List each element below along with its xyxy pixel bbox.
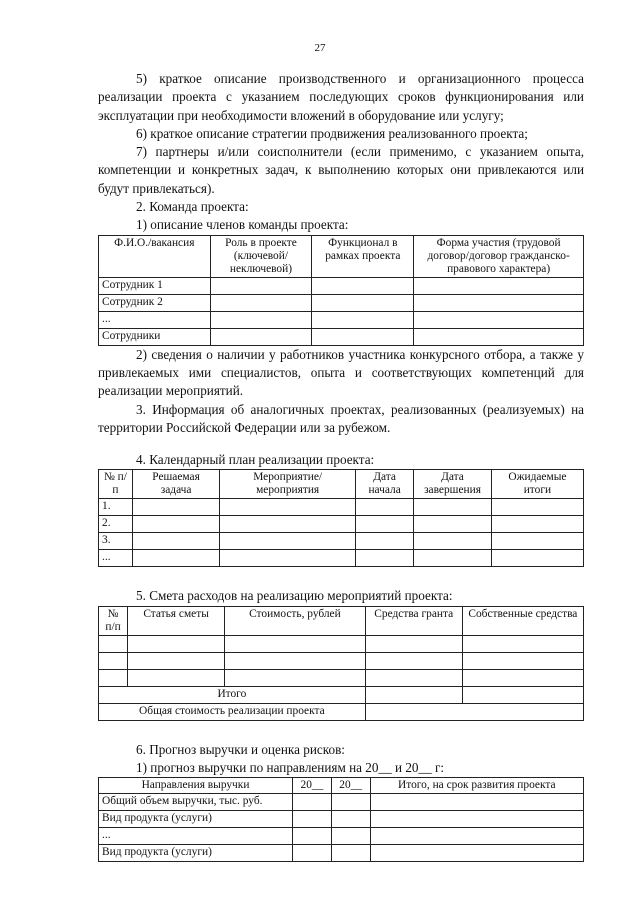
- team-table: [98, 235, 584, 346]
- table-row: [99, 703, 584, 720]
- team-row-label: Сотрудник 1: [99, 277, 211, 294]
- team-members-heading: 1) описание членов команды проекта:: [136, 217, 349, 233]
- revenue-header-direction: Направления выручки: [99, 778, 293, 794]
- table-row: [99, 669, 584, 686]
- revenue-header-total: Итого, на срок развития проекта: [370, 778, 583, 794]
- revenue-table: [98, 777, 584, 862]
- document-body: [98, 70, 584, 862]
- team-row-label: Сотрудники: [99, 328, 211, 345]
- budget-total-label: Итого: [99, 686, 366, 703]
- forecast-subheading: 1) прогноз выручки по направлениям на 20__ и 20__ г:: [136, 760, 445, 776]
- calendar-header-task: Решаемая задача: [132, 470, 219, 499]
- table-row: 2.: [99, 516, 584, 533]
- budget-header-cost: Стоимость, рублей: [225, 606, 366, 635]
- budget-heading: 5. Смета расходов на реализацию мероприятий проекта:: [136, 588, 453, 604]
- table-row: [99, 328, 584, 345]
- revenue-header-year2: 20__: [331, 778, 370, 794]
- calendar-table: [98, 469, 584, 567]
- table-row: [99, 652, 584, 669]
- table-row: [99, 311, 584, 328]
- table-row: ...: [99, 828, 584, 845]
- budget-table: [98, 606, 584, 721]
- team-header-function: Функционал в рамках проекта: [312, 235, 414, 277]
- calendar-header-activity: Мероприятие/ мероприятия: [220, 470, 356, 499]
- forecast-heading: 6. Прогноз выручки и оценка рисков:: [136, 741, 345, 757]
- calendar-header-num: № п/п: [99, 470, 133, 499]
- table-row: Вид продукта (услуги): [99, 845, 584, 862]
- budget-header-item: Статья сметы: [128, 606, 225, 635]
- team-header-role: Роль в проекте (ключевой/ неключевой): [210, 235, 312, 277]
- team-header-form: Форма участия (трудовой договор/договор гражданско-правового характера): [414, 235, 584, 277]
- revenue-header-year1: 20__: [293, 778, 332, 794]
- team-row-label: ...: [99, 311, 211, 328]
- budget-header-grant: Средства гранта: [365, 606, 462, 635]
- paragraph-experience: 2) сведения о наличии у работников участника конкурсного отбора, а также у привлекаемых ими специалистов, опыта и соответствующих компетенций для реализации мероприятий.: [98, 346, 584, 399]
- table-row: [99, 686, 584, 703]
- table-row: Общий объем выручки, тыс. руб.: [99, 794, 584, 811]
- paragraph-7: 7) партнеры и/или соисполнители (если применимо, с указанием опыта, компетенции и конкретных задач, к выполнению которых они привлекаются или будут привлекаться).: [98, 144, 584, 196]
- table-row: [99, 294, 584, 311]
- table-row: 3.: [99, 533, 584, 550]
- table-row: [99, 635, 584, 652]
- paragraph-5: 5) краткое описание производственного и организационного процесса реализации проекта с указанием последующих сроков функционирования или эксплуатации при необходимости вложений в оборудование или услугу;: [98, 71, 584, 123]
- calendar-header-start: Дата начала: [356, 470, 414, 499]
- paragraph-analogues: 3. Информация об аналогичных проектах, реализованных (реализуемых) на территории Российской Федерации или за рубежом.: [98, 401, 584, 435]
- table-row: [99, 277, 584, 294]
- calendar-heading: 4. Календарный план реализации проекта:: [136, 452, 375, 468]
- calendar-header-results: Ожидаемые итоги: [491, 470, 583, 499]
- table-row: ...: [99, 550, 584, 567]
- budget-overall-label: Общая стоимость реализации проекта: [99, 703, 366, 720]
- team-row-label: Сотрудник 2: [99, 294, 211, 311]
- page-number: 27: [314, 42, 326, 54]
- paragraph-6: 6) краткое описание стратегии продвижения реализованного проекта;: [136, 125, 528, 141]
- calendar-header-end: Дата завершения: [414, 470, 492, 499]
- section-team-heading: 2. Команда проекта:: [136, 199, 249, 215]
- budget-header-num: № п/п: [99, 606, 128, 635]
- budget-header-own: Собственные средства: [462, 606, 583, 635]
- table-row: Вид продукта (услуги): [99, 811, 584, 828]
- table-row: 1.: [99, 499, 584, 516]
- team-header-name: Ф.И.О./вакансия: [99, 235, 211, 277]
